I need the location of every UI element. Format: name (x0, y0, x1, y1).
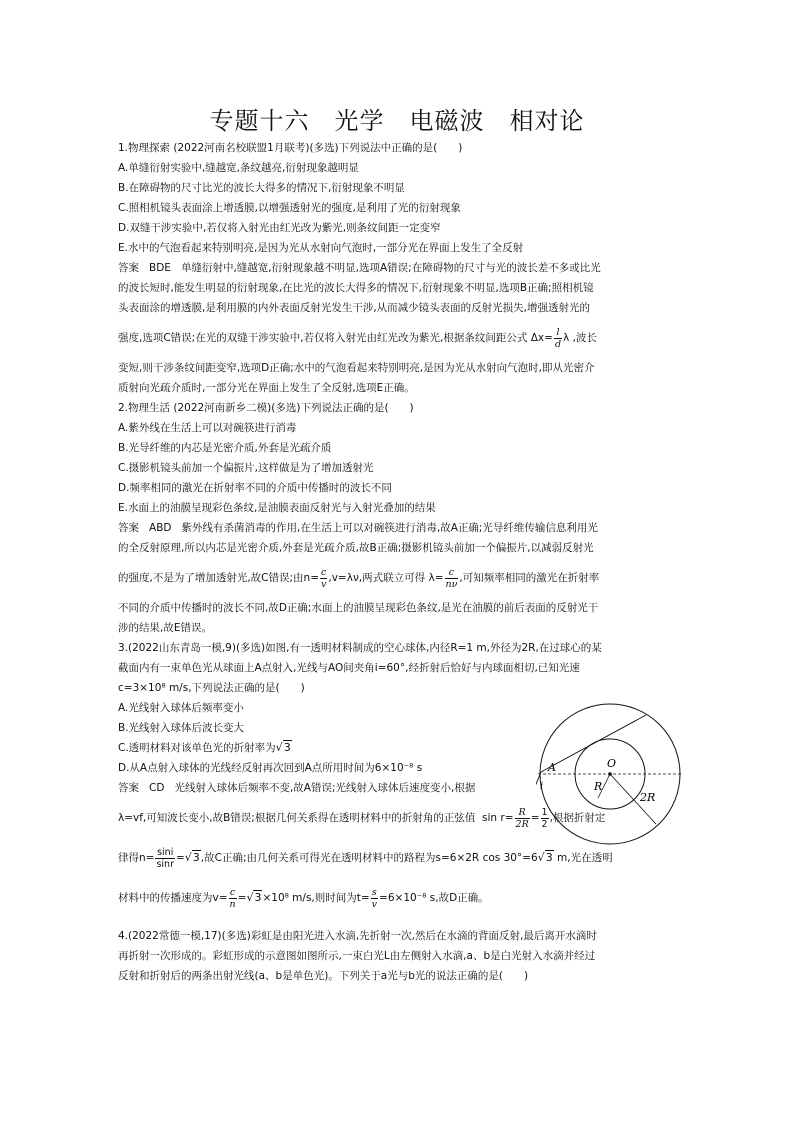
q2-analysis-line-3: 的强度,不是为了增加透射光,故C错误;由n= $\frac{c}{v}$ ,v=λν,两式联立可得 λ= $\frac{c}{n\nu}$ ,可知频率相同的激光在折射率 (118, 566, 600, 590)
q3-stem-line-1: 3.(2022山东青岛一模,9)(多选)如图,有一透明材料制成的空心球体,内径R=1 m,外径为2R,在过球心的某 (118, 642, 602, 654)
q2-analysis-line-2: 的全反射原理,所以内芯是光密介质,外套是光疏介质,故B正确;摄影机镜头前加一个偏振片,以减弱反射光 (118, 542, 594, 554)
hollow-sphere-figure (536, 703, 684, 851)
fraction-sin-ratio: $\frac{\sin i}{\sin r}$ (156, 846, 174, 870)
page-title: 专题十六 光学 电磁波 相对论 (209, 107, 585, 135)
q3-option-c: C.透明材料对该单色光的折射率为√3 (118, 738, 678, 758)
q1-analysis-line-5: 变短,则干涉条纹间距变窄,选项D正确;水中的气泡看起来特别明亮,是因为光从水射向气泡时,即从光密介 (118, 362, 595, 374)
content-body (118, 138, 678, 986)
q1-option-e: E.水中的气泡看起来特别明亮,是因为光从水射向气泡时,一部分光在界面上发生了全反射 (118, 242, 524, 254)
q2-option-d: D.频率相同的激光在折射率不同的介质中传播时的波长不同 (118, 482, 392, 494)
q3-answer: CD (149, 782, 165, 794)
fraction-r-over-2r: $\frac{R}{2R}$ (515, 806, 529, 830)
q2-analysis-text: 紫外线有杀菌消毒的作用,在生活上可以对碗筷进行消毒,故A正确;光导纤维传输信息利用光 (181, 522, 598, 534)
answer-label: 答案 (118, 782, 139, 794)
label-a: A (548, 761, 556, 774)
q2-option-b: B.光导纤维的内芯是光密介质,外套是光疏介质 (118, 442, 332, 454)
q3-analysis-line-3: 律得n= $\frac{\sin i}{\sin r}$ =√3,故C正确;由几何关系可得光在透明材料中的路程为s=6×2R cos 30°=6√3 m,光在透明 (118, 846, 613, 870)
q1-analysis-line-3: 头表面涂的增透膜,是利用膜的内外表面反射光发生干涉,从而减少镜头表面的反射光损失,增强透射光的 (118, 302, 591, 314)
q2-analysis-line-4: 不同的介质中传播时的波长不同,故D正确;水面上的油膜呈现彩色条纹,是光在油膜的前后表面的反射光干 (118, 602, 599, 614)
q3-option-a: A.光线射入球体后频率变小 (118, 702, 244, 714)
q4-stem-line-1: 4.(2022常德一模,17)(多选)彩虹是由阳光进入水滴,先折射一次,然后在水滴的背面反射,最后离开水滴时 (118, 930, 597, 942)
q3-analysis-line-2: λ=vf,可知波长变小,故B错误;根据几何关系得在透明材料中的折射角的正弦值 sin r= $\frac{R}{2R}$ = $\frac{1}{2}$ ,根据折射定 (118, 806, 606, 830)
q2-analysis-line-1 (118, 518, 678, 538)
q2-option-e: E.水面上的油膜呈现彩色条纹,是油膜表面反射光与入射光叠加的结果 (118, 502, 436, 514)
refracted-ray (541, 715, 646, 772)
q4-stem-line-2: 再折射一次形成的。彩虹形成的示意图如图所示,一束白光L由左侧射入水滴,a、b是白光射入水滴并经过 (118, 950, 596, 962)
q1-analysis-line-6: 质射向光疏介质时,一部分光在界面上发生了全反射,选项E正确。 (118, 382, 415, 394)
answer-label: 答案 (118, 262, 139, 274)
q3-analysis-text: 光线射入球体后频率不变,故A错误;光线射入球体后速度变小,根据 (174, 782, 476, 794)
q1-analysis-line-2: 的波长短时,能发生明显的衍射现象,在比光的波长大得多的情况下,衍射现象不明显,选项B正确;照相机镜 (118, 282, 594, 294)
answer-label: 答案 (118, 522, 139, 534)
q3-option-b: B.光线射入球体后波长变大 (118, 722, 245, 734)
fraction-s-over-v: $\frac{s}{v}$ (371, 886, 378, 910)
q1-option-a: A.单缝衍射实验中,缝越宽,条纹越亮,衍射现象越明显 (118, 162, 359, 174)
q2-option-a: A.紫外线在生活上可以对碗筷进行消毒 (118, 422, 297, 434)
q1-option-c: C.照相机镜头表面涂上增透膜,以增强透射光的强度,是利用了光的衍射现象 (118, 202, 461, 214)
q3-option-d: D.从A点射入球体的光线经反射再次回到A点所用时间为6×10⁻⁸ s (118, 762, 423, 774)
q2-answer: ABD (149, 522, 172, 534)
q1-answer: BDE (149, 262, 171, 274)
fraction-one-half: $\frac{1}{2}$ (541, 806, 548, 830)
fraction-c-over-v: $\frac{c}{v}$ (321, 566, 327, 590)
q3-stem-line-2: 截面内有一束单色光从球面上A点射入,光线与AO间夹角i=60°,经折射后恰好与内球面相切,已知光速 (118, 662, 580, 674)
q4-stem-line-3: 反射和折射后的两条出射光线(a、b是单色光)。下列关于a光与b光的说法正确的是( ) (118, 970, 529, 982)
wavelength-formula: λ= $\frac{c}{n\nu}$ (428, 566, 458, 590)
q1-option-b: B.在障碍物的尺寸比光的波长大得多的情况下,衍射现象不明显 (118, 182, 405, 194)
fringe-spacing-formula: Δx= $\frac{l}{d}$ λ (530, 326, 570, 350)
q1-analysis-text: ,波长 (572, 332, 597, 344)
q2-stem: 2.物理生活 (2022河南新乡二模)(多选)下列说法正确的是( ) (118, 402, 414, 414)
q1-analysis-text: 强度,选项C错误;在光的双缝干涉实验中,若仅将入射光由红光改为紫光,根据条纹间距公式 (118, 332, 528, 344)
label-2r: 2R (640, 791, 656, 804)
q1-analysis-text: 单缝衍射中,缝越宽,衍射现象越不明显,选项A错误;在障碍物的尺寸与光的波长差不多或比光 (180, 262, 601, 274)
q1-analysis-line-1 (118, 258, 678, 278)
label-r: R (594, 780, 603, 793)
sqrt-3: √3 (275, 741, 291, 754)
q2-option-c: C.摄影机镜头前加一个偏振片,这样做是为了增加透射光 (118, 462, 374, 474)
q1-option-d: D.双缝干涉实验中,若仅将入射光由红光改为紫光,则条纹间距一定变窄 (118, 222, 441, 234)
q3-stem-line-3: c=3×10⁸ m/s,下列说法正确的是( ) (118, 682, 305, 694)
label-o: O (607, 757, 617, 770)
q1-analysis-line-4 (118, 318, 678, 358)
fraction-c-over-n: $\frac{c}{n}$ (229, 886, 236, 910)
q1-stem: 1.物理探索 (2022河南名校联盟1月联考)(多选)下列说法中正确的是( ) (118, 142, 463, 154)
label-i: i (540, 781, 544, 792)
center-dot (608, 772, 612, 776)
q3-analysis-line-4: 材料中的传播速度为v= $\frac{c}{n}$ =√3×10⁸ m/s,则时间为t= $\frac{s}{v}$ =6×10⁻⁸ s,故D正确。 (118, 886, 489, 910)
q2-analysis-line-5: 涉的结果,故E错误。 (118, 622, 212, 634)
